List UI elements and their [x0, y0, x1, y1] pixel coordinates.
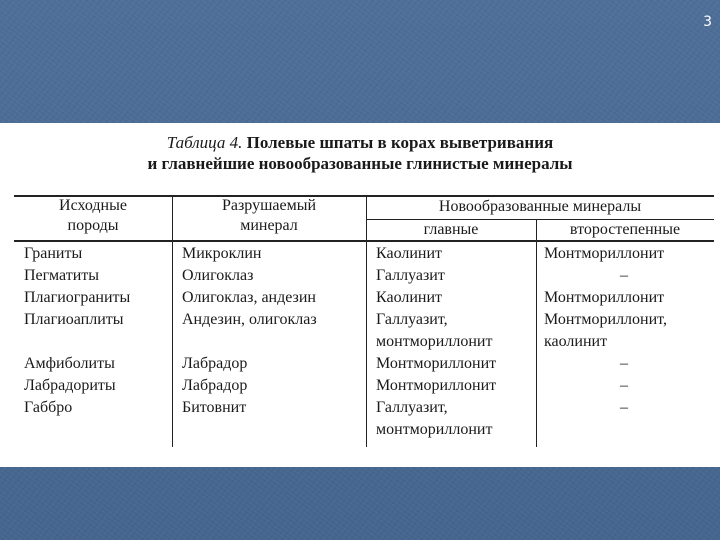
- row-4-rock: Плагиоаплиты: [24, 311, 124, 328]
- column-divider-3: [536, 220, 537, 447]
- caption-line1: Полевые шпаты в корах выветривания: [246, 133, 554, 152]
- header-bottom-rule: [14, 240, 714, 242]
- row-5-main: Монтмориллонит: [376, 355, 497, 372]
- row-3-mineral: Олигоклаз, андезин: [182, 289, 316, 306]
- row-7-main-cont: монтмориллонит: [376, 421, 493, 438]
- row-7-main: Галлуазит,: [376, 399, 448, 416]
- row-3-rock: Плагиограниты: [24, 289, 131, 306]
- caption-line2: и главнейшие новообразованные глинистые минералы: [147, 154, 573, 173]
- header-destroyed-mineral-line2: минерал: [240, 217, 298, 234]
- row-7-rock: Габбро: [24, 399, 73, 416]
- header-source-rocks-line2: породы: [67, 217, 119, 234]
- row-6-mineral: Лабрадор: [182, 377, 248, 394]
- row-6-rock: Лабрадориты: [24, 377, 116, 394]
- table-caption: [0, 132, 720, 174]
- row-1-secondary: Монтмориллонит: [544, 245, 665, 262]
- row-6-secondary: –: [620, 377, 628, 394]
- header-destroyed-mineral-line1: Разрушаемый: [221, 197, 317, 214]
- header-source-rocks-line1: Исходные: [59, 197, 127, 214]
- row-7-secondary: –: [620, 399, 628, 416]
- row-5-rock: Амфиболиты: [24, 355, 115, 372]
- row-2-secondary: –: [620, 267, 628, 284]
- row-6-main: Монтмориллонит: [376, 377, 497, 394]
- scanned-table-page: [0, 123, 720, 467]
- row-4-secondary: Монтмориллонит,: [544, 311, 667, 328]
- header-new-minerals-group: Новообразованные минералы: [438, 198, 642, 215]
- header-main: главные: [423, 221, 479, 238]
- slide-number: 3: [703, 14, 712, 30]
- header-source-rocks: [14, 196, 172, 236]
- row-1-main: Каолинит: [376, 245, 443, 262]
- header-destroyed-mineral: [172, 196, 366, 236]
- row-5-secondary: –: [620, 355, 628, 372]
- row-4-main: Галлуазит,: [376, 311, 448, 328]
- row-5-mineral: Лабрадор: [182, 355, 248, 372]
- row-2-rock: Пегматиты: [24, 267, 100, 284]
- row-3-secondary: Монтмориллонит: [544, 289, 665, 306]
- row-2-mineral: Олигоклаз: [182, 267, 254, 284]
- row-1-rock: Граниты: [24, 245, 83, 262]
- row-2-main: Галлуазит: [376, 267, 445, 284]
- row-7-mineral: Битовнит: [182, 399, 247, 416]
- row-4-mineral: Андезин, олигоклаз: [182, 311, 317, 328]
- header-secondary: второстепенные: [569, 221, 681, 238]
- row-3-main: Каолинит: [376, 289, 443, 306]
- caption-label: Таблица 4.: [166, 133, 243, 152]
- minerals-table: [14, 195, 714, 447]
- row-4-secondary-cont: каолинит: [544, 333, 608, 350]
- row-4-main-cont: монтмориллонит: [376, 333, 493, 350]
- row-1-mineral: Микроклин: [182, 245, 262, 262]
